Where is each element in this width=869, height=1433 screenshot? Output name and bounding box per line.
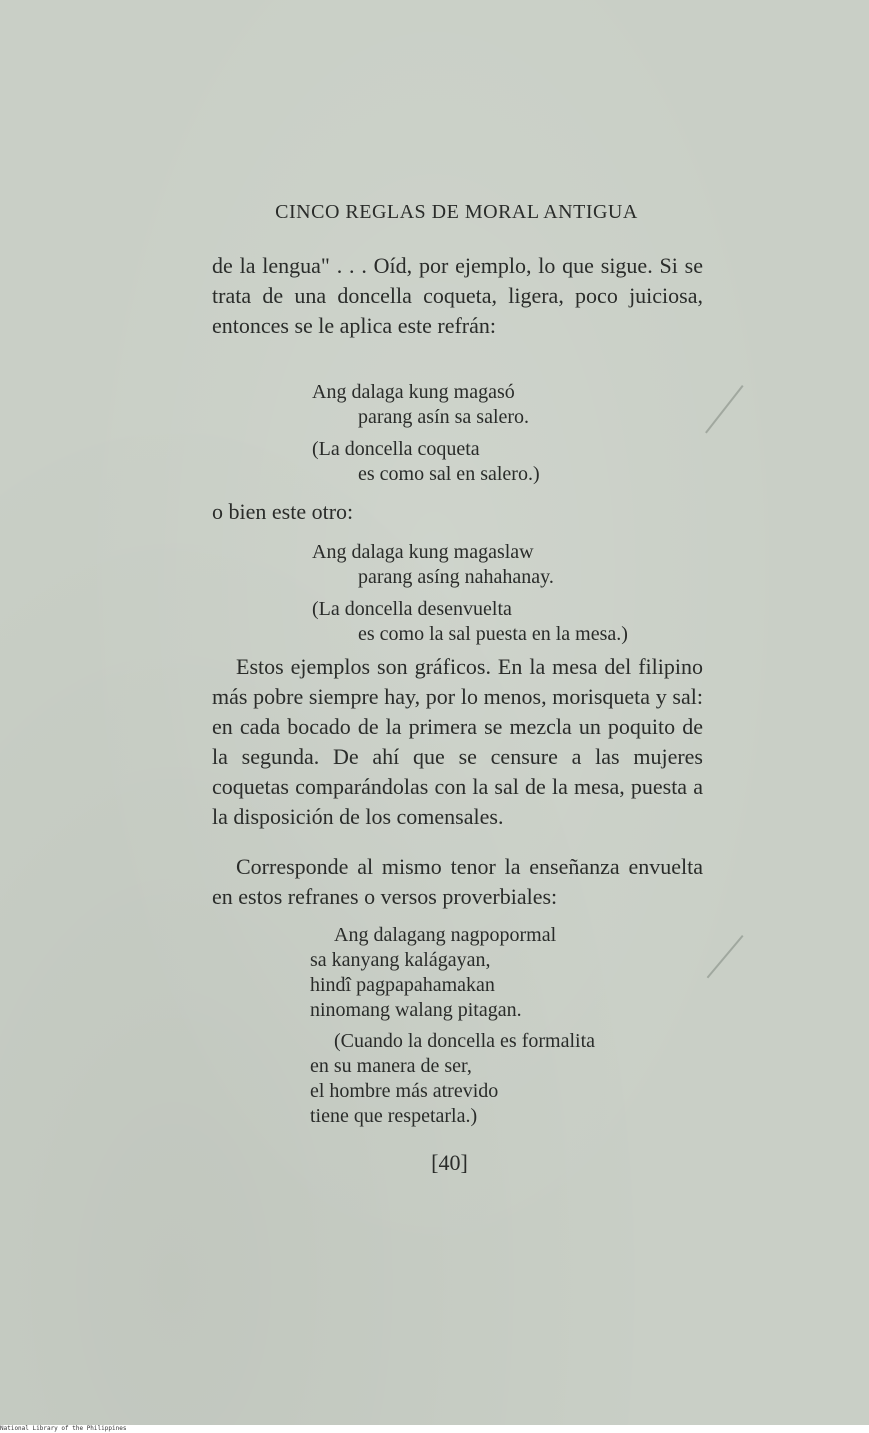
verse-line: (La doncella coqueta xyxy=(312,438,480,460)
verse-line: parang asíng nahahanay. xyxy=(358,566,554,588)
verse-line: Ang dalaga kung magaslaw xyxy=(312,541,534,563)
paragraph-1 xyxy=(212,251,703,341)
verse-3 xyxy=(310,923,556,1023)
verse-line: ninomang walang pitagan. xyxy=(310,999,522,1021)
paragraph-4 xyxy=(212,852,703,912)
paragraph-text: de la lengua" . . . Oíd, por ejemplo, lo que sigue. Si se trata de una doncella coqueta, ligera, poco juiciosa, entonces se le aplica este refrán: xyxy=(212,253,703,338)
paragraph-text: o bien este otro: xyxy=(212,499,354,524)
verse-line: tiene que respetarla.) xyxy=(310,1105,478,1127)
verse-line: Ang dalaga kung magasó xyxy=(312,381,515,403)
verse-line: hindî pagpapahamakan xyxy=(310,974,495,996)
verse-line: el hombre más atrevido xyxy=(310,1080,499,1102)
verse-3-translation xyxy=(310,1029,595,1129)
verse-line: (La doncella desenvuelta xyxy=(312,598,512,620)
verse-line: es como la sal puesta en la mesa.) xyxy=(358,623,628,645)
paragraph-text: Corresponde al mismo tenor la enseñanza envuelta en estos refranes o versos proverbiales: xyxy=(212,854,703,909)
running-head: CINCO REGLAS DE MORAL ANTIGUA xyxy=(275,201,638,223)
verse-2-translation xyxy=(312,597,628,647)
paragraph-2 xyxy=(212,497,703,527)
verse-line: Ang dalagang nagpopormal xyxy=(334,924,557,946)
paragraph-3 xyxy=(212,652,703,832)
verse-1-translation xyxy=(312,437,540,487)
verse-1 xyxy=(312,380,529,430)
pencil-mark xyxy=(705,385,744,434)
verse-line: parang asín sa salero. xyxy=(358,406,530,428)
library-credit: National Library of the Philippines xyxy=(0,1425,127,1432)
verse-line: en su manera de ser, xyxy=(310,1055,472,1077)
verse-line: (Cuando la doncella es formalita xyxy=(334,1030,596,1052)
verse-line: sa kanyang kalágayan, xyxy=(310,949,491,971)
page-number: [40] xyxy=(431,1150,468,1175)
paragraph-text: Estos ejemplos son gráficos. En la mesa del filipino más pobre siempre hay, por lo menos, morisqueta y sal: en cada bocado de la primera se mezcla un poquito de la segunda. De ahí que se censure a las mujeres coquetas comparándolas con la sal de la mesa, puesta a la disposición de los comensales. xyxy=(212,654,703,829)
pencil-mark xyxy=(707,935,744,978)
verse-2 xyxy=(312,540,554,590)
verse-line: es como sal en salero.) xyxy=(358,463,540,485)
